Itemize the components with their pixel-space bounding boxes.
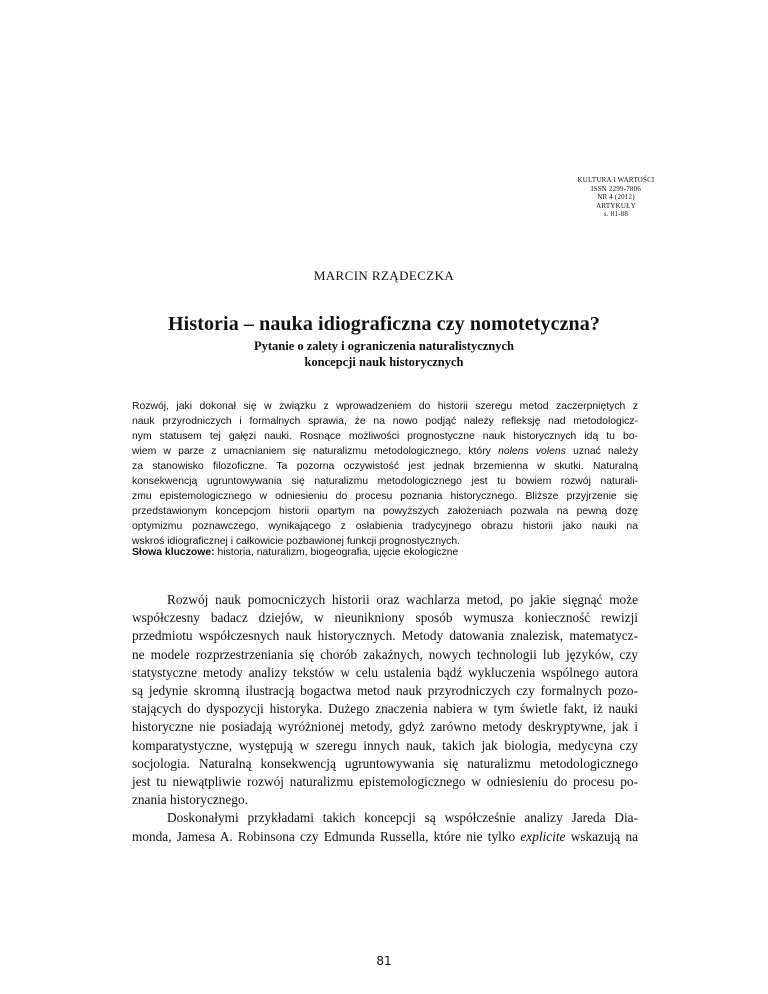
subtitle-line: koncepcji nauk historycznych <box>304 355 464 369</box>
abstract-line: nauk przyrodniczych i formalnych sprawia, że na nowo podjąć należy refleksję nad metodologicz- <box>132 416 638 427</box>
body-line: stających do dyspozycji historyka. Dużego znaczenia nabiera w tym świetle fakt, iż nauki <box>132 701 638 717</box>
body-line: znania historycznego. <box>132 792 248 808</box>
body-line: Doskonałymi przykładami takich koncepcji są współcześnie analizy Jareda Dia- <box>167 810 638 826</box>
issue-number: NR 4 (2012) <box>597 193 635 201</box>
keywords <box>132 545 638 560</box>
abstract-line: optymizmu poznawczego, wynikającego z osłabienia tradycyjnego obrazu historii jako nauki na <box>132 521 638 532</box>
abstract-line: konsekwencją ugruntowywania się naturalizmu metodologicznego jest tu bowiem rozwój naturali- <box>132 476 638 487</box>
issn: ISSN 2299-7806 <box>590 184 642 193</box>
subtitle-line: Pytanie o zalety i ograniczenia naturalistycznych <box>253 339 515 353</box>
body-line <box>132 828 638 846</box>
page-range: s. 81-88 <box>603 210 629 218</box>
article-subtitle <box>0 338 768 370</box>
section-label: ARTYKUŁY <box>596 201 636 210</box>
body-line: są jedynie skromną ilustracją bogactwa metod nauk przyrodniczych czy formalnych pozo- <box>132 683 638 699</box>
article-title: Historia – nauka idiograficzna czy nomotetyczna? <box>168 313 600 335</box>
body-line: Rozwój nauk pomocniczych historii oraz wachlarza metod, po jakie sięgnąć może <box>167 592 638 607</box>
abstract-line: nym statusem tej gałęzi nauki. Rosnące możliwości prognostyczne nauk historycznych idą tu bo- <box>132 431 638 442</box>
keywords-text: historia, naturalizm, biogeografia, ujęcie ekologiczne <box>217 547 459 558</box>
abstract-italic-phrase: nolens volens <box>498 446 566 457</box>
journal-name: KULTURA I WARTOŚCI <box>577 176 655 184</box>
abstract-line: wskroś idiograficznej i całkowicie pozbawionej funkcji prognostycznych. <box>132 536 461 547</box>
body-line: przedmiotu współczesnych nauk historycznych. Metody datowania znalezisk, matematycz- <box>132 628 638 644</box>
abstract-text: wiem w parze z umacnianiem się naturalizmu metodologicznego, który <box>132 446 491 457</box>
body-text: monda, Jamesa A. Robinsona czy Edmunda Russella, które nie tylko <box>132 828 516 844</box>
body-line: komparatystyczne, występują w szeregu innych nauk, takich jak biologia, medycyna czy <box>132 737 638 753</box>
body-line: jest tu niewątpliwie rozwój naturalizmu epistemologicznego w odniesieniu do procesu po- <box>132 774 638 790</box>
body-line: współczesny badacz dziejów, w nieunikniony sposób wymusza konieczność rewizji <box>132 610 638 626</box>
page-number: 81 <box>376 954 392 968</box>
body-line: socjologia. Naturalną konsekwencją ugruntowywania się naturalizmu metodologicznego <box>132 755 638 771</box>
abstract-text: uznać należy <box>573 446 639 457</box>
author-name: MARCIN RZĄDECZKA <box>313 268 455 283</box>
keywords-label: Słowa kluczowe: <box>132 547 215 558</box>
abstract-line: zmu epistemologicznego w odniesieniu do procesu poznania historycznego. Bliższe przyjrzenie się <box>132 491 638 502</box>
journal-meta <box>556 176 676 219</box>
body-text: wskazują na <box>570 828 639 844</box>
abstract-line: przedstawionym koncepcjom historii opartym na powyższych założeniach pozwala na pewną dozę <box>132 506 638 517</box>
body-italic-word: explicite <box>520 828 566 844</box>
body-text <box>132 591 638 846</box>
body-line: statystyczne metody analizy tekstów w celu ustalenia bądź wykluczenia wspólnego autora <box>132 664 638 680</box>
body-line: ne modele rozprzestrzeniania się chorób zakaźnych, nowych technologii lub języków, czy <box>132 646 638 662</box>
abstract-line: za stanowisko filozoficzne. Ta pozorna oczywistość jest jednak brzemienna w skutki. Naturalną <box>132 461 638 472</box>
abstract-line: Rozwój, jaki dokonał się w związku z wprowadzeniem do historii szeregu metod zaczerpniętych z <box>132 401 638 412</box>
abstract-line <box>132 444 638 459</box>
body-line: historyczne nie posiadają wyróżnionej metody, gdyż zarówno metody deskryptywne, jak i <box>132 719 638 735</box>
abstract <box>132 399 638 549</box>
